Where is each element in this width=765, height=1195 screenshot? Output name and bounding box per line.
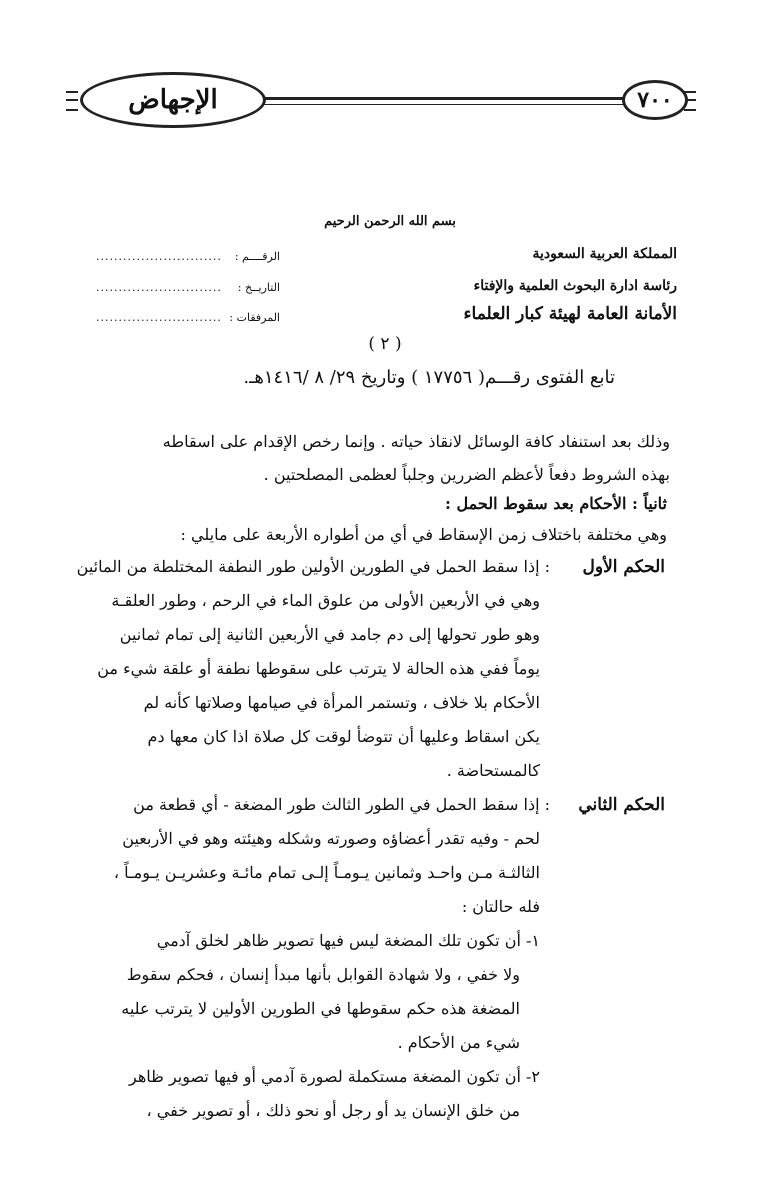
section-title: الإجهاض [80, 72, 266, 128]
ornament-left [66, 91, 78, 111]
body-line: فله حالتان : [461, 897, 540, 916]
body-line: كالمستحاضة . [446, 761, 540, 780]
body-line: لحم - وفيه تقدر أعضاؤه وصورته وشكله وهيئته وهو في الأربعين [122, 829, 540, 848]
org-line-1: المملكة العربية السعودية [532, 246, 677, 262]
field-date-dots: ............................ [96, 281, 222, 294]
ruling-1-label: الحكم الأول [582, 557, 665, 577]
org-line-3: الأمانة العامة لهيئة كبار العلماء [463, 304, 677, 324]
body-line: المضغة هذه حكم سقوطها في الطورين الأولين لا يترتب عليه [121, 999, 520, 1018]
body-line: ولا خفي ، ولا شهادة القوابل بأنها مبدأ إنسان ، فحكم سقوط [126, 965, 520, 984]
body-line: من خلق الإنسان يد أو رجل أو نحو ذلك ، أو تصوير خفي ، [146, 1101, 520, 1120]
section-heading: ثانياً : الأحكام بعد سقوط الحمل : [445, 494, 667, 513]
body-line: يوماً ففي هذه الحالة لا يترتب على سقوطها نطفة أو علقة شيء من [97, 659, 540, 678]
field-number-dots: ............................ [96, 250, 222, 263]
fatwa-reference: تابع الفتوى رقـــم( ١٧٧٥٦ ) وتاريخ ٢٩/ ٨ /١٤١٦هـ. [243, 367, 615, 388]
ruling-2-label: الحكم الثاني [578, 795, 665, 815]
body-line: شيء من الأحكام . [397, 1033, 520, 1052]
body-line: وهو طور تحولها إلى دم جامد في الأربعين الثانية إلى تمام ثمانين [119, 625, 540, 644]
field-number-label: الرقــــم : [234, 250, 280, 263]
page-marker: ( ٢ ) [368, 334, 402, 354]
body-line: : إذا سقط الحمل في الطور الثالث طور المضغة - أي قطعة من [133, 795, 550, 814]
body-line: ٢- أن تكون المضغة مستكملة لصورة آدمي أو فيها تصوير ظاهر [129, 1067, 540, 1086]
field-date-label: التاريــخ : [237, 281, 280, 294]
page-number: ٧٠٠ [622, 80, 688, 120]
body-line: ١- أن تكون تلك المضغة ليس فيها تصوير ظاهر لخلق آدمي [156, 931, 540, 950]
body-line: : إذا سقط الحمل في الطورين الأولين طور النطفة المختلطة من المائين [76, 557, 550, 576]
basmala: بسم الله الرحمن الرحيم [324, 214, 456, 229]
field-attachments-label: المرفقات : [229, 311, 280, 324]
body-line: وهي مختلفة باختلاف زمن الإسقاط في أي من أطواره الأربعة على مايلي : [180, 525, 667, 544]
body-line: وهي في الأربعين الأولى من علوق الماء في الرحم ، وطور العلقـة [111, 591, 540, 610]
org-line-2: رئاسة ادارة البحوث العلمية والإفتاء [473, 278, 677, 294]
body-line: بهذه الشروط دفعاً لأعظم الضررين وجلباً لعظمى المصلحتين . [263, 465, 670, 484]
body-line: الأحكام بلا خلاف ، وتستمر المرأة في صيامها وصلاتها كأنه لم [143, 693, 540, 712]
field-attachments-dots: ............................ [96, 311, 222, 324]
body-line: وذلك بعد استنفاد كافة الوسائل لانقاذ حياته . وإنما رخص الإقدام على اسقاطه [162, 432, 670, 451]
body-line: يكن اسقاط وعليها أن تتوضأ لوقت كل صلاة اذا كان معها دم [147, 727, 540, 746]
body-line: الثالثـة مـن واحـد وثمانين يـومـاً إلـى تمام مائـة وعشريـن يـومـاً ، [113, 863, 540, 882]
